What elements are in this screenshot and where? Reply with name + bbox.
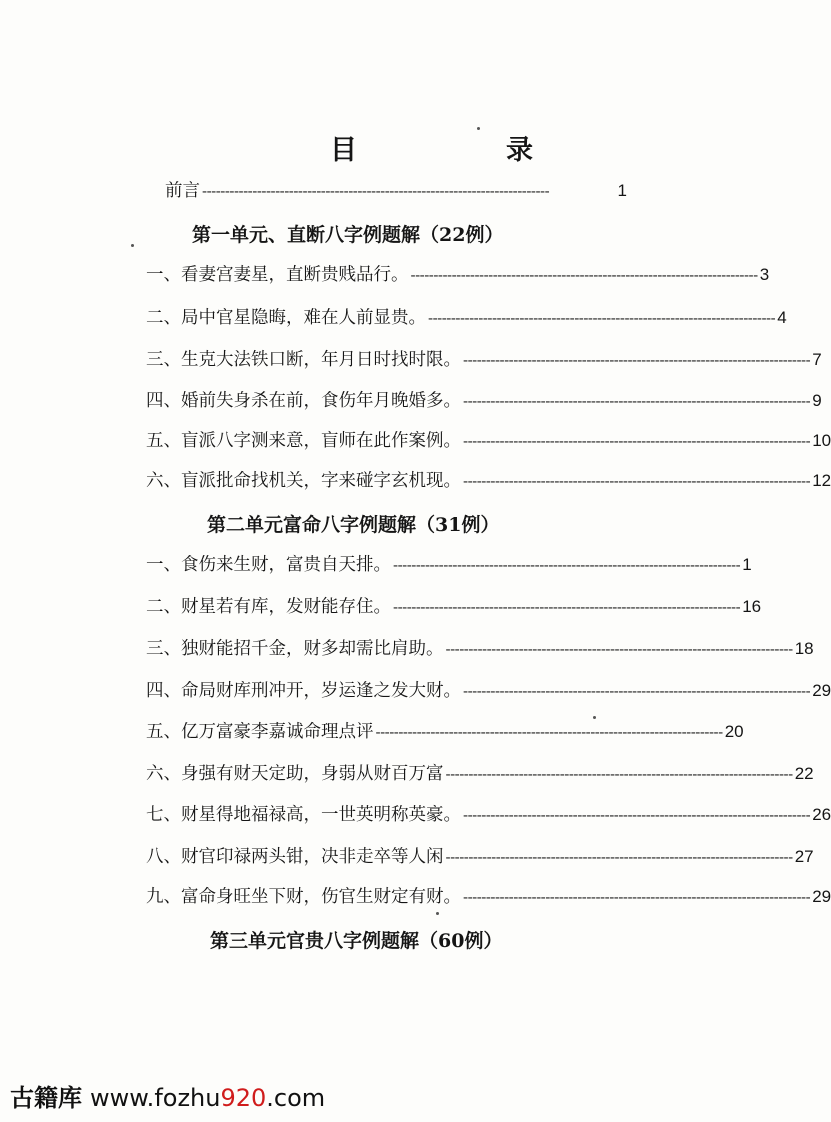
toc-entry bbox=[146, 719, 744, 745]
toc-entry-label: 二、财星若有库，发财能存住。 bbox=[146, 597, 391, 617]
leader-dashes: ---------------------------------------------------------------------------- bbox=[393, 598, 741, 616]
toc-entry bbox=[146, 678, 831, 704]
scan-speck bbox=[477, 127, 480, 130]
toc-entry-page: 1 bbox=[742, 555, 752, 574]
scan-speck bbox=[593, 716, 596, 719]
toc-entry-preface bbox=[165, 178, 627, 204]
watermark-url-suffix: .com bbox=[266, 1084, 326, 1112]
toc-entry-page: 4 bbox=[777, 308, 787, 327]
leader-dashes: ---------------------------------------------------------------------------- bbox=[445, 640, 793, 658]
section-heading-2: 第二单元富命八字例题解（31例） bbox=[207, 514, 500, 536]
leader-dashes: ---------------------------------------------------------------------------- bbox=[375, 723, 723, 741]
toc-entry-label: 三、生克大法铁口断，年月日时找时限。 bbox=[146, 350, 461, 370]
toc-entry-label: 五、亿万富豪李嘉诚命理点评 bbox=[146, 722, 374, 742]
toc-entry bbox=[146, 347, 822, 373]
toc-entry-page: 22 bbox=[794, 764, 814, 783]
leader-dashes: ---------------------------------------------------------------------------- bbox=[463, 682, 811, 700]
toc-entry-page: 7 bbox=[812, 350, 822, 369]
leader-dashes: ---------------------------------------------------------------------------- bbox=[463, 432, 811, 450]
leader-dashes: ---------------------------------------------------------------------------- bbox=[463, 888, 811, 906]
toc-entry-page: 12 bbox=[812, 471, 831, 490]
toc-entry bbox=[146, 552, 752, 578]
toc-entry bbox=[146, 761, 814, 787]
leader-dashes: ---------------------------------------------------------------------------- bbox=[393, 556, 741, 574]
leader-dashes: ---------------------------------------------------------------------------- bbox=[463, 806, 811, 824]
toc-entry bbox=[146, 636, 814, 662]
toc-entry-label: 前言 bbox=[165, 181, 200, 201]
toc-entry bbox=[146, 468, 831, 494]
toc-entry-page: 18 bbox=[794, 639, 814, 658]
toc-entry bbox=[146, 262, 770, 288]
toc-entry-label: 二、局中官星隐晦，难在人前显贵。 bbox=[146, 308, 426, 328]
toc-title-char-1: 目 bbox=[330, 135, 359, 166]
toc-entry-label: 九、富命身旺坐下财，伤官生财定有财。 bbox=[146, 887, 461, 907]
toc-entry-label: 一、看妻宫妻星，直断贵贱品行。 bbox=[146, 265, 409, 285]
toc-entry-page: 1 bbox=[617, 181, 627, 200]
watermark-url-prefix: www.fozhu bbox=[90, 1084, 221, 1112]
watermark-brand: 古籍库 bbox=[10, 1084, 82, 1112]
toc-entry-label: 六、身强有财天定助，身弱从财百万富 bbox=[146, 764, 444, 784]
toc-entry-label: 六、盲派批命找机关，字来碰字玄机现。 bbox=[146, 471, 461, 491]
toc-entry-label: 四、婚前失身杀在前，食伤年月晚婚多。 bbox=[146, 391, 461, 411]
scan-speck bbox=[436, 912, 439, 915]
toc-entry bbox=[146, 844, 814, 870]
watermark-footer bbox=[10, 1078, 325, 1113]
leader-dashes: ---------------------------------------------------------------------------- bbox=[445, 765, 793, 783]
leader-dashes: ---------------------------------------------------------------------------- bbox=[428, 309, 776, 327]
toc-entry-page: 29 bbox=[812, 681, 831, 700]
leader-dashes: ---------------------------------------------------------------------------- bbox=[410, 266, 758, 284]
toc-entry-page: 29 bbox=[812, 887, 831, 906]
toc-entry-page: 3 bbox=[759, 265, 770, 284]
toc-entry-page: 27 bbox=[794, 847, 814, 866]
toc-entry-label: 五、盲派八字测来意，盲师在此作案例。 bbox=[146, 431, 461, 451]
toc-entry bbox=[146, 305, 787, 331]
toc-entry bbox=[146, 884, 831, 910]
toc-entry-label: 三、独财能招千金，财多却需比肩助。 bbox=[146, 639, 444, 659]
leader-dashes: ---------------------------------------------------------------------------- bbox=[463, 351, 811, 369]
section-heading-3: 第三单元官贵八字例题解（60例） bbox=[210, 930, 503, 952]
watermark-url-highlight: 920 bbox=[220, 1084, 267, 1112]
leader-dashes: ---------------------------------------------------------------------------- bbox=[463, 472, 811, 490]
toc-entry-page: 9 bbox=[812, 391, 822, 410]
toc-entry bbox=[146, 388, 822, 414]
leader-dashes: ---------------------------------------------------------------------------- bbox=[445, 848, 793, 866]
scan-speck bbox=[131, 244, 134, 247]
toc-title-char-2: 录 bbox=[506, 135, 535, 166]
toc-entry-page: 20 bbox=[724, 722, 744, 741]
toc-entry-label: 四、命局财库刑冲开，岁运逢之发大财。 bbox=[146, 681, 461, 701]
toc-entry-label: 七、财星得地福禄高，一世英明称英豪。 bbox=[146, 805, 461, 825]
leader-dashes: ---------------------------------------------------------------------------- bbox=[463, 392, 811, 410]
toc-entry-label: 一、食伤来生财，富贵自天排。 bbox=[146, 555, 391, 575]
toc-entry-page: 26 bbox=[812, 805, 831, 824]
toc-entry bbox=[146, 428, 831, 454]
leader-dashes: ---------------------------------------------------------------------------- bbox=[202, 182, 550, 200]
toc-entry bbox=[146, 802, 831, 828]
toc-entry-page: 16 bbox=[742, 597, 762, 616]
toc-entry bbox=[146, 594, 762, 620]
section-heading-1: 第一单元、直断八字例题解（22例） bbox=[192, 224, 504, 246]
toc-entry-page: 10 bbox=[812, 431, 831, 450]
toc-entry-label: 八、财官印禄两头钳，决非走卒等人闲 bbox=[146, 847, 444, 867]
